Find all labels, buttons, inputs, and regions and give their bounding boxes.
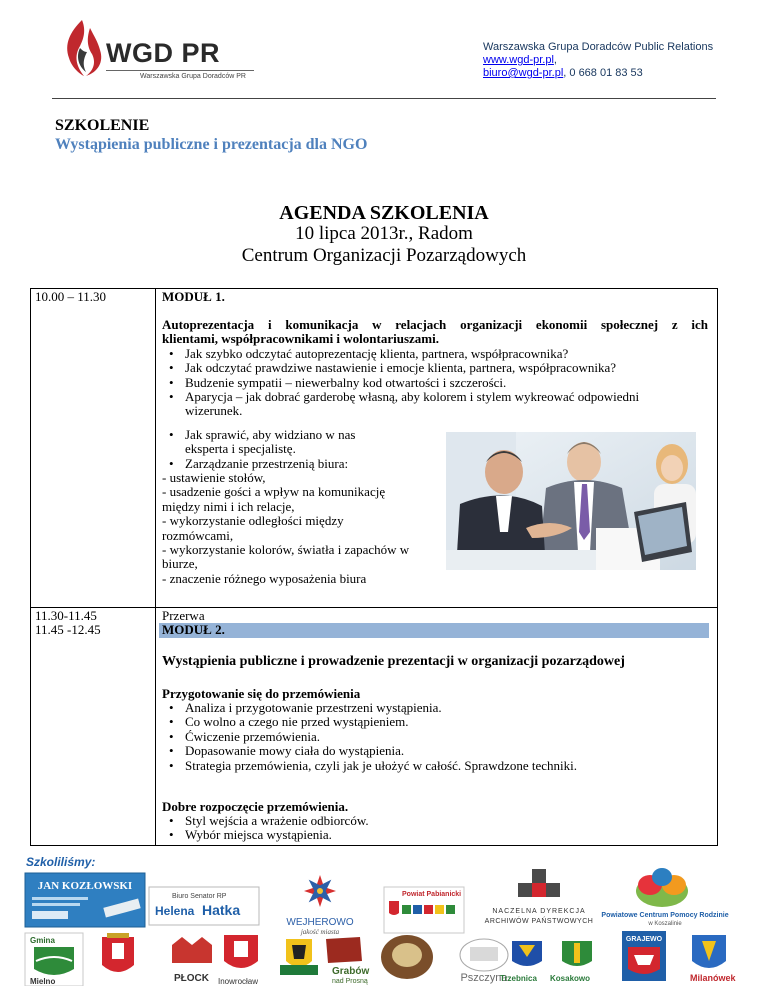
website-link[interactable]: www.wgd-pr.pl (483, 54, 554, 66)
company-logo (60, 18, 250, 88)
logo-regional-shield (280, 939, 318, 975)
logo-pcpr-line2: w Koszalinie (648, 921, 682, 927)
logo-koat-of-arms-brown (381, 935, 433, 979)
email-link[interactable]: biuro@wgd-pr.pl (483, 67, 564, 79)
logo-grabow (326, 937, 369, 985)
logo-grabow-line1: Grabów (332, 966, 370, 977)
list-item: - wykorzystanie odległości między (162, 513, 344, 529)
logo-inowroclaw-text: Inowrocław (218, 977, 259, 986)
row1-module: MODUŁ 1. (162, 289, 225, 304)
website-line: www.wgd-pr.pl, (483, 54, 557, 66)
contact-block (483, 41, 713, 80)
list-item: • Strategia przemówienia, czyli jak je ułożyć w całość. Sprawdzone techniki. (162, 759, 577, 773)
logo-pszczyna-text: Pszczyna (460, 972, 508, 984)
business-handshake-photo (446, 432, 696, 570)
brand-name: WGD PR (106, 38, 220, 68)
table-border-left (30, 288, 31, 846)
logo-pcpr-line1: Powiatowe Centrum Pomocy Rodzinie (601, 912, 729, 919)
document-kind: SZKOLENIE (55, 117, 150, 134)
logo-powiatowe-centrum-pomocy-rodzinie (601, 868, 728, 927)
row2-time-break: 11.30-11.45 (35, 608, 97, 623)
row1-bullet5-continuation: eksperta i specjalistę. (185, 441, 296, 456)
list-item: • Co wolno a czego nie przed wystąpieniem. (162, 715, 577, 729)
logo-kosakowo (550, 941, 592, 983)
list-item: • Dopasowanie mowy ciała do wystąpienia. (162, 744, 577, 758)
logo-mielno-text: Mielno (30, 977, 56, 986)
list-item: • Jak odczytać prawdziwe nastawienie i emocje klienta, partnera, współpracownika? (162, 361, 639, 375)
logo-inowroclaw (218, 935, 258, 986)
row1-topic-line2: klientami, współpracownikami i wolontariuszami. (162, 331, 439, 346)
row1-time: 10.00 – 11.30 (35, 289, 107, 304)
list-item: rozmówcami, (162, 527, 234, 543)
logo-mielno (25, 933, 83, 986)
list-item: - znaczenie różnego wyposażenia biura (162, 570, 367, 586)
row2-topic: Wystąpienia publiczne i prowadzenie prezentacji w organizacji pozarządowej (162, 654, 625, 669)
table-column-divider (155, 288, 156, 846)
table-row-divider (30, 607, 718, 608)
table-border-top (30, 288, 718, 289)
table-border-bottom (30, 845, 718, 846)
logo-grajewo (622, 931, 666, 981)
logo-wejherowo (286, 868, 353, 936)
list-item: • Analiza i przygotowanie przestrzeni wystąpienia. (162, 701, 577, 715)
row2-module: MODUŁ 2. (162, 622, 225, 637)
list-item: • Zarządzanie przestrzenią biura: (162, 457, 348, 471)
section2-title: Dobre rozpoczęcie przemówienia. (162, 799, 349, 814)
list-item: • Styl wejścia a wrażenie odbiorców. (162, 814, 369, 828)
list-item: • Jak szybko odczytać autoprezentację klienta, partnera, współpracownika? (162, 347, 639, 361)
agenda-date: 10 lipca 2013r., Radom (295, 223, 473, 244)
list-item: - wykorzystanie kolorów, światła i zapachów w (162, 542, 410, 558)
section1-bullet-list (162, 701, 577, 773)
list-item: - usadzenie gości a wpływ na komunikację (162, 484, 386, 500)
row2-time-module: 11.45 -12.45 (35, 622, 101, 637)
list-item: • Wybór miejsca wystąpienia. (162, 828, 369, 842)
logo-senator-name1: Helena (155, 904, 195, 918)
logo-grajewo-text: GRAJEWO (625, 936, 663, 943)
row1-bullet4-continuation: wizerunek. (185, 403, 243, 418)
row1-office-space-list (162, 471, 409, 586)
logo-wejherowo-sub: jakość miasta (300, 928, 340, 936)
logo-milanowek-text: Milanówek (690, 973, 736, 983)
logo-kosakowo-text: Kosakowo (550, 974, 591, 983)
module2-highlight-bar (159, 623, 709, 638)
list-item: - ustawienie stołów, (162, 470, 266, 485)
logo-red-crest (102, 933, 134, 972)
logo-trzebnica (500, 941, 542, 983)
section1-title: Przygotowanie się do przemówienia (162, 686, 361, 701)
logo-mielno-top: Gmina (30, 936, 55, 945)
logo-archiwa-line2: ARCHIWÓW PAŃSTWOWYCH (484, 918, 594, 925)
table-border-right (717, 288, 718, 846)
phone-number: 0 668 01 83 53 (569, 67, 643, 79)
logo-powiat-pabianicki (384, 887, 464, 933)
row1-topic-line1: Autoprezentacja i komunikacja w relacjach organizacji ekonomii społecznej z ich (162, 317, 708, 332)
list-item: • Aparycja – jak dobrać garderobę własną, aby kolorem i stylem wykreować odpowiedni (162, 390, 639, 404)
logo-naczelna-dyrekcja-archiwow (485, 869, 594, 925)
logo-senator-helena-hatka (149, 887, 259, 925)
break-label: Przerwa (162, 608, 205, 623)
logo-plock-text: PŁOCK (174, 973, 209, 984)
footer-heading: Szkoliliśmy: (26, 855, 96, 869)
logo-trzebnica-text: Trzebnica (500, 974, 537, 983)
brand-tagline: Warszawska Grupa Doradców PR (140, 73, 246, 80)
logo-jan-kozlowski (25, 873, 145, 927)
list-item: • Jak sprawić, aby widziano w nas (162, 428, 355, 442)
logo-senator-name2: Hatka (202, 902, 241, 918)
logo-wejherowo-text: WEJHEROWO (286, 917, 354, 928)
header-divider (52, 98, 716, 99)
list-item: • Budzenie sympatii – niewerbalny kod otwartości i szczerości. (162, 376, 639, 390)
list-item: między nimi i ich relacje, (162, 498, 295, 514)
clients-logo-banner (22, 853, 747, 986)
logo-kozlowski-text: JAN KOZŁOWSKI (37, 880, 133, 892)
logo-grabow-line2: nad Prosną (332, 978, 368, 985)
logo-pabianice-text: Powiat Pabianicki (402, 891, 462, 898)
flame-icon (60, 18, 106, 80)
section2-bullet-list (162, 814, 369, 843)
logo-milanowek (690, 935, 737, 983)
company-name: Warszawska Grupa Doradców Public Relations (483, 41, 714, 53)
logo-archiwa-line1: NACZELNA DYREKCJA (492, 908, 586, 915)
brand-underline (106, 70, 254, 71)
document-subject: Wystąpienia publiczne i prezentacja dla NGO (55, 136, 368, 153)
logo-senator-line1: Biuro Senator RP (172, 893, 227, 900)
list-item: • Ćwiczenie przemówienia. (162, 730, 577, 744)
list-item: biurze, (162, 556, 198, 572)
row1-bullet-list (162, 347, 639, 405)
agenda-title: AGENDA SZKOLENIA (279, 202, 489, 224)
agenda-place: Centrum Organizacji Pozarządowych (241, 245, 527, 266)
email-line: biuro@wgd-pr.pl, 0 668 01 83 53 (483, 67, 643, 79)
logo-plock (172, 937, 212, 984)
